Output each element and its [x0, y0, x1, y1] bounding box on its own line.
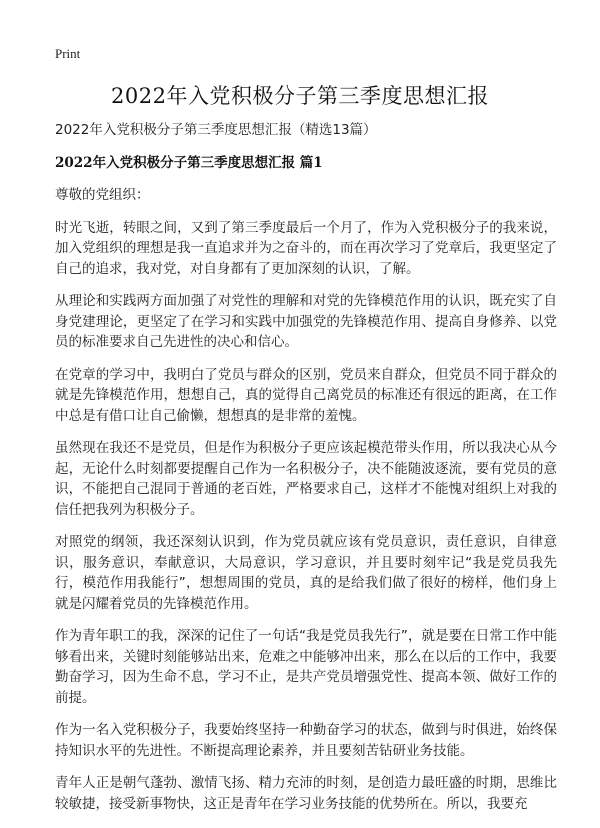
print-label: Print	[55, 46, 81, 61]
document-title: 2022年入党积极分子第三季度思想汇报	[111, 84, 489, 108]
paragraph: 从理论和实践两方面加强了对党性的理解和对党的先锋模范作用的认识，既充实了自身党建理论，更坚定了在学习和实践中加强党的先锋模范作用、提高自身修养、以党员的标准要求自己先进性的决心和信心。	[55, 293, 557, 350]
paragraph: 作为青年职工的我，深深的记住了一句话“我是党员我先行”，就是要在日常工作中能够看出来，关键时刻能够站出来，危难之中能够冲出来，那么在以后的工作中，我要勤奋学习，因为生命不息，学习不止，是共产党员增强党性、提高本领、做好工作的前提。	[55, 628, 557, 706]
document-body	[55, 120, 557, 826]
section-heading: 2022年入党积极分子第三季度思想汇报 篇1	[55, 155, 323, 171]
greeting: 尊敬的党组织：	[55, 187, 150, 203]
paragraph: 青年人正是朝气蓬勃、激情飞扬、精力充沛的时刻，是创造力最旺盛的时期，思维比较敏捷，接受新事物快，这正是青年在学习业务技能的优势所在。所以，我要充	[55, 775, 557, 812]
paragraph: 作为一名入党积极分子，我要始终坚持一种勤奋学习的状态，做到与时俱进，始终保持知识水平的先进性。不断提高理论素养，并且要刻苦钻研业务技能。	[55, 722, 557, 759]
paragraph: 时光飞逝，转眼之间，又到了第三季度最后一个月了，作为入党积极分子的我来说，加入党组织的理想是我一直追求并为之奋斗的，而在再次学习了党章后，我更坚定了自己的追求，我对党，对自身都有了更加深刻的认识，了解。	[55, 219, 557, 277]
paragraph: 在党章的学习中，我明白了党员与群众的区别，党员来自群众，但党员不同于群众的就是先锋模范作用，想想自己，真的觉得自己离党员的标准还有很远的距离，在工作中总是有借口让自己偷懒，想想真的是非常的羞愧。	[55, 366, 557, 424]
paragraph: 虽然现在我还不是党员，但是作为积极分子更应该起模范带头作用，所以我决心从今起，无论什么时刻都要提醒自己作为一名积极分子，决不能随波逐流，要有党员的意识，不能把自己混同于普通的老百姓，严格要求自己，这样才不能愧对组织上对我的信任把我列为积极分子。	[55, 440, 557, 518]
paragraph: 对照党的纲领，我还深刻认识到，作为党员就应该有党员意识，责任意识，自律意识，服务意识，奉献意识，大局意识，学习意识，并且要时刻牢记“我是党员我先行，模范作用我能行”，想想周围的党员，真的是给我们做了很好的榜样，他们身上就是闪耀着党员的先锋模范作用。	[55, 534, 557, 612]
document-subtitle: 2022年入党积极分子第三季度思想汇报（精选13篇）	[55, 122, 377, 138]
